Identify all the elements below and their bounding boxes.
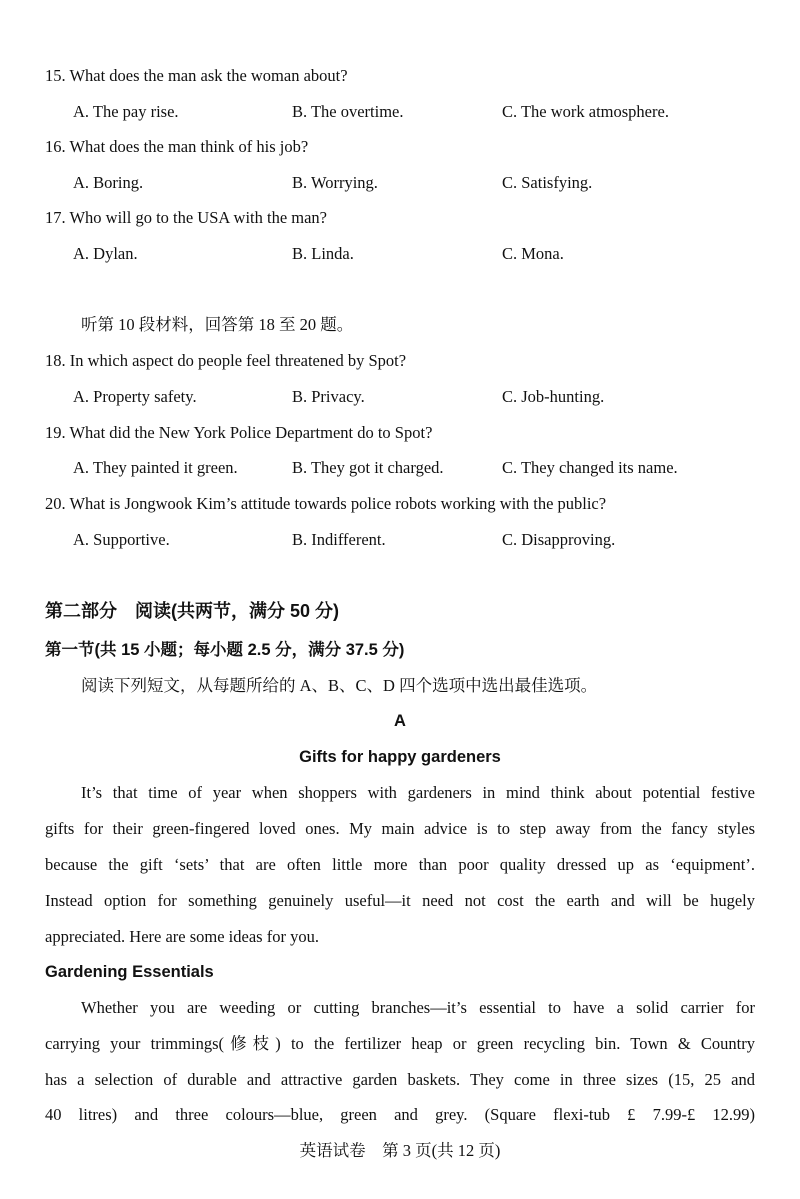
paragraph-line: It’s that time of year when shoppers with gardeners in mind think about potential festive — [81, 783, 755, 802]
subheading: Gardening Essentials — [45, 963, 214, 981]
question-20: 20. What is Jongwook Kim’s attitude towards police robots working with the public? — [45, 494, 607, 513]
option-b: B. The overtime. — [292, 102, 404, 121]
option-b: B. Worrying. — [292, 173, 378, 192]
page-footer: 英语试卷 第 3 页(共 12 页) — [299, 1141, 501, 1160]
question-19: 19. What did the New York Police Department do to Spot? — [45, 423, 433, 442]
question-15: 15. What does the man ask the woman about? — [45, 66, 348, 85]
passage-title: Gifts for happy gardeners — [299, 748, 501, 766]
option-c: C. Mona. — [502, 244, 564, 263]
option-c: C. The work atmosphere. — [502, 102, 669, 121]
paragraph-line: carrying your trimmings(修枝) to the fertilizer heap or green recycling bin. Town & Country — [45, 1034, 755, 1053]
paragraph-line: has a selection of durable and attractive garden baskets. They come in three sizes (15, 25 and — [45, 1070, 755, 1089]
option-b: B. Privacy. — [292, 387, 365, 406]
question-18: 18. In which aspect do people feel threatened by Spot? — [45, 351, 407, 370]
section1-heading: 第一节(共 15 小题；每小题 2.5 分，满分 37.5 分) — [45, 641, 405, 659]
paragraph-line: appreciated. Here are some ideas for you. — [45, 927, 319, 946]
options-20 — [45, 528, 755, 552]
options-17 — [45, 242, 755, 266]
part2-heading: 第二部分 阅读(共两节，满分 50 分) — [45, 601, 340, 621]
option-b: B. Linda. — [292, 244, 354, 263]
option-b: B. They got it charged. — [292, 458, 444, 477]
paragraph-line: because the gift ‘sets’ that are often little more than poor quality dressed up as ‘equipment’. — [45, 855, 755, 874]
option-b: B. Indifferent. — [292, 530, 386, 549]
option-a: A. Property safety. — [73, 387, 197, 406]
option-c: C. Disapproving. — [502, 530, 616, 549]
paragraph-line: Whether you are weeding or cutting branches—it’s essential to have a solid carrier for — [81, 998, 755, 1017]
passage-label: A — [394, 712, 406, 730]
paragraph-line: Instead option for something genuinely useful—it need not cost the earth and will be hugely — [45, 891, 755, 910]
option-a: A. Boring. — [73, 173, 144, 192]
options-16 — [45, 171, 755, 195]
options-19 — [45, 456, 755, 480]
question-16: 16. What does the man think of his job? — [45, 137, 309, 156]
paragraph-line: 40 litres) and three colours—blue, green and grey. (Square flexi-tub £ 7.99-£ 12.99) — [45, 1105, 755, 1124]
listening-instruction: 听第 10 段材料，回答第 18 至 20 题。 — [81, 315, 354, 334]
option-c: C. They changed its name. — [502, 458, 678, 477]
paragraph-line: gifts for their green-fingered loved ones. My main advice is to step away from the fancy styles — [45, 819, 755, 838]
question-17: 17. Who will go to the USA with the man? — [45, 208, 328, 227]
option-a: A. Supportive. — [73, 530, 170, 549]
options-18 — [45, 385, 755, 409]
options-15 — [45, 100, 755, 124]
option-c: C. Job-hunting. — [502, 387, 605, 406]
option-a: A. Dylan. — [73, 244, 138, 263]
section1-instruction: 阅读下列短文，从每题所给的 A、B、C、D 四个选项中选出最佳选项。 — [81, 676, 598, 695]
option-a: A. They painted it green. — [73, 458, 238, 477]
option-c: C. Satisfying. — [502, 173, 593, 192]
option-a: A. The pay rise. — [73, 102, 179, 121]
